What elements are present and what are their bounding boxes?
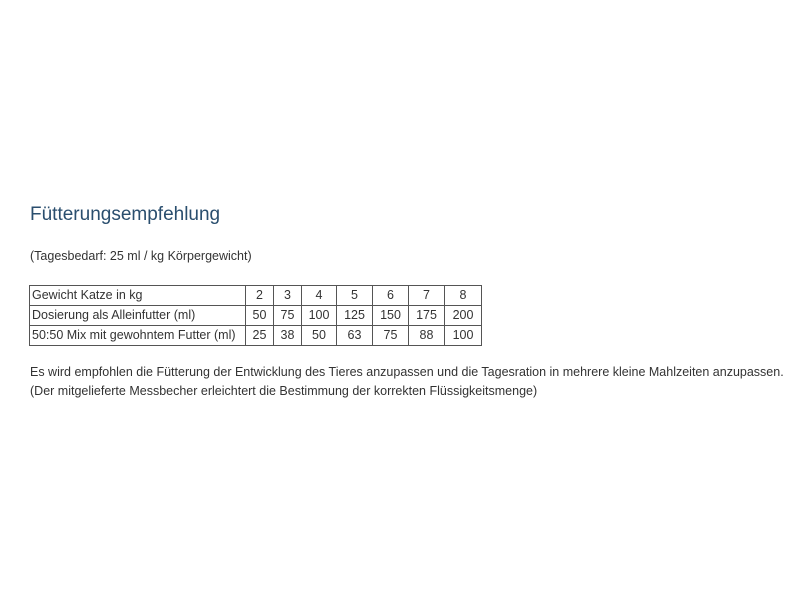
table-cell: 88 (409, 326, 445, 346)
table-cell: 8 (445, 286, 482, 306)
measuring-cup-note: (Der mitgelieferte Messbecher erleichtert die Bestimmung der korrekten Flüssigkeitsmenge) (30, 384, 538, 398)
feeding-advice-text: Es wird empfohlen die Fütterung der Entwicklung des Tieres anzupassen und die Tagesration in mehrere kleine Mahlzeiten anzupassen. (30, 365, 784, 379)
daily-requirement-text: (Tagesbedarf: 25 ml / kg Körpergewicht) (30, 249, 252, 263)
table-cell: 75 (373, 326, 409, 346)
table-cell: 25 (246, 326, 274, 346)
table-cell: 200 (445, 306, 482, 326)
row-label: Dosierung als Alleinfutter (ml) (30, 306, 246, 326)
row-label: Gewicht Katze in kg (30, 286, 246, 306)
table-cell: 3 (274, 286, 302, 306)
table-cell: 38 (274, 326, 302, 346)
table-cell: 50 (302, 326, 337, 346)
table-cell: 75 (274, 306, 302, 326)
feeding-table (29, 285, 482, 346)
table-cell: 100 (302, 306, 337, 326)
table-cell: 175 (409, 306, 445, 326)
table-cell: 4 (302, 286, 337, 306)
table-cell: 50 (246, 306, 274, 326)
row-label: 50:50 Mix mit gewohntem Futter (ml) (30, 326, 246, 346)
page-title: Fütterungsempfehlung (30, 204, 221, 225)
table-row-mix (30, 326, 482, 346)
table-row-dosage (30, 306, 482, 326)
table-cell: 100 (445, 326, 482, 346)
table-cell: 6 (373, 286, 409, 306)
table-cell: 2 (246, 286, 274, 306)
table-cell: 63 (337, 326, 373, 346)
table-cell: 5 (337, 286, 373, 306)
table-cell: 125 (337, 306, 373, 326)
table-row-weight (30, 286, 482, 306)
table-cell: 7 (409, 286, 445, 306)
table-cell: 150 (373, 306, 409, 326)
